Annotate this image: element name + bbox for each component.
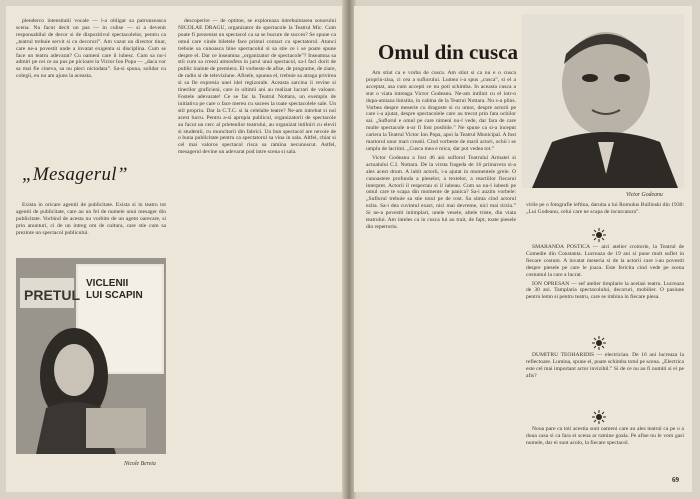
poster-text-viclenii: VICLENII [86,278,129,289]
sun-ornament-icon [592,228,606,242]
smaranda-text: SMARANDA POSTICA — aici atelier croitorie, la Teatrul de Comedie din Constanta. Lucreaza de 19 ani si pune mult suflet in fiecare costum. A invatat meseria si de la actorii care i-au povestit despre piesele pe care le joaca. Este fericita cind vede pe scena costumul la care a lucrat. ION OPRESAN — sef atelier timplarie la acelasi teatru. Lucreaza de 30 ani. Tamplaria spectacolului, decoruri, mobilier. O pasiune pentru lemn si pentru teatru, care se imbina in fiecare piesa. [526,244,684,301]
bottom-text: Noua pare ca toti acestia sunt oameni care au ales teatrul ca pe o a doua casa si ca fara ei scena ar ramine goala. Pe afise nu le vom gasi numele, dar ei sunt acolo, la fiecare spectacol. [526,426,684,446]
left-page [6,6,344,492]
dumitru-text: DUMITRU TEOHARIDIS — electrician. De 16 ani lucreaza la reflectoare. Lumina, spune el, poate schimba totul pe scena. „Electrica este cel mai important actor invizibil.” Si de ce nu au fi numiti si ei pe afis? [526,352,684,379]
top-right-text: virile pe o fotografie ieftina, daruita a lui Romulus Bullinski din 1930: „Lui Godeanu, celui care ne scapa de incurcatura”. [526,202,684,215]
left-middle-text: descoperire — de optime, se exploreaza intrebuintarea sonorului NICOLAE DRAGU, organizator de spectacole la Teatrul Mic. Cum poate fi prezentat un spectacol ca sa se bucure de succes? Se spune ca omul care vinde biletele face primul contact cu spectatorul. Atunci trebuie sa cunoasca bine spectacolul si sa stie ce i se poate spune despre el. Dar ce inseamna „organizator de spectacole”? Inseamna sa stii cum sa creezi atmosfera in jurul unui spectacol, sa-l faci dorit de public inainte de premiera. El vorbeste de afise, de programe, de ziare, de radio si de televiziune. Afisele, spunea el, trebuie sa atraga privirea si sa fie expresia unei idei regizorale. Aceasta sarcina ii revine si tinerilor graficieni, care in ultimii ani au realizat lucrari de valoare. Fostele adevarate! Ce se fac la Teatrul Nottara, un exemplu de initiativa pe care o face mereu cu sucees la toate spectacolele sale. Un stil propriu. Dar la C.T.C. si la celelalte teatre? Ne-am intrebat si noi acest lucru. Pentru a-si apropia publicul, organizatorii de spectacole au facut un cerc al prietenilor teatrului, au organizat intilniri cu elevii si studentii, cu muncitorii din fabrici. Un bun spectacol are nevoie de o buna publicitate pentru ca spectatorul sa vina in sala. Altfel, chiar si cel mai valoros spectacol risca sa ramina necunoscut. Astfel, mesagerul devine un adevarat pod intre scena si sala. [178,18,336,156]
portrait-photo-image [522,14,684,188]
mesagerul-title: „Mesagerul” [22,164,128,185]
poster-text-pretul: PRETUL [24,287,80,303]
mesager-text: Exista in oricare agentii de publicitate. Exista si in teatru tot agentii de publicitate, care au un fel de numele unui mesager din publicitate. Vorbind de acesta nu vorbim de un agent oarecare, si prin anunturi, ci de un intreg om de cultura, care stie cum sa prezinte un spectacol publicului. [16,202,166,236]
right-page [354,6,692,492]
portrait-photo [522,14,684,188]
actress-photo [16,258,166,454]
portrait-caption: Victor Godeanu [626,192,663,198]
sun-ornament-icon [592,410,606,424]
left-intro-text: plenderco intensitatii vocale — l-a obligat sa patrunzeasca scena. Nu facut decit un pas — in culise — si a devenit responsabilul de decor si de dispozitivul spectacolelor, pentru ca „teatrul trebuie servit si cu decoruri”. Am vazut un director tinar, care ne-a povestit unde a invatat exigenta si disciplina. Cum se face un teatru adevarat? Cu oameni care il iubesc. Cum sa nu-i admiri pe cei ce au pus pe picioare la Victor Ion Popa — „daca vor sa mai fie cineva, sa nu pleci niciodata”. Sa-si spuna, solidar cu colegii, eu nu am ajuns la aceasta. [16,18,166,80]
poster-text-scapin: LUI SCAPIN [86,290,143,301]
sun-ornament-icon [592,336,606,350]
omul-main-text: Am stiut ca e vorba de cusca. Am stiut si ca nu e o cusca propriu-zisa, ci cea a suflorului. Lumea i-a spus „cusca”, si el a acceptat, asa cum accepti ce nu poti schimba. In aceasta cusca a stat o viata intreaga Victor Godeanu. Ne-am intilnit cu el intr-o dupa-amiaza linistita, in cabina de la Teatrul Nottara. Nu s-a plins. Vorbea despre meserie cu dragoste si cu umor, despre actorii pe care i-a ajutat, despre spectacolele care au trecut prin fata ochilor sai. „Suflorul e omul pe care nimeni nu-l vede, dar fara de care multe spectacole n-ar fi fost posibile.” Ne spune ca si-a inceput cariera la Teatrul Victor Ion Popa, apoi la Teatrul Municipal. A fost martorul unor mari creatii. Cind vorbeste de marii actori, ochii i se umplu de lacrimi. „Cusca mea e mica, dar pot vedea tot.” Victor Godeanu a fost 46 ani suflorul Teatrului Armatei si actualului C.I. Nottara. De la virsta frageda de 16 primavera si-a ales acest drum. A iubit actorii, i-a ajutat in momentele grele. O cunoastere profunda a pieselor, a textelor, a reactiilor fiecarui interpret. Actorii il respectau si il iubeau. Cum sa nu-l iubesti pe omul care te scapa din momente de panica? Sa-i auzim vorbele: „Suflorul trebuie sa stie totul pe de rost. Sa simta cind actorul ezita. Sa-i dea cuvintul exact, nici mai devreme, nici mai tirziu.” Si ne-a povestit intimplari, unele vesele, altele triste, din viata teatrului. Am inteles ca in cusca lui au trait, de fapt, toate piesele din repertoriu. [366,70,516,230]
actress-photo-image [16,258,166,454]
omul-din-cusca-title: Omul din cusca [378,40,519,64]
photo-caption-left: Nicole Bereia [124,461,156,467]
page-number: 69 [672,476,679,484]
